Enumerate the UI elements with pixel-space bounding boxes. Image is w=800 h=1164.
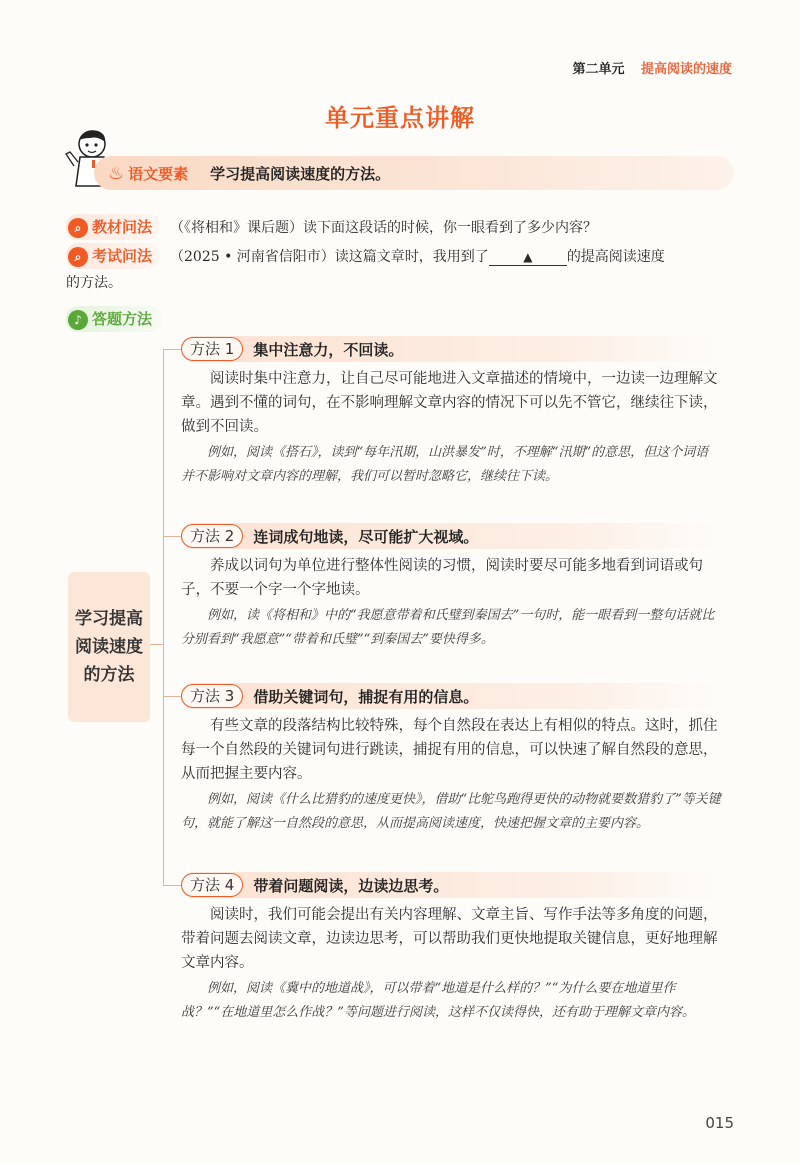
textbook-question-tag: ⌕ 教材问法 <box>66 214 160 240</box>
method-2 <box>181 523 721 652</box>
exam-question-text: （2025 • 河南省信阳市）读这篇文章时，我用到了 <box>170 249 489 265</box>
goal-text: 学习提高阅读速度的方法。 <box>210 164 391 183</box>
method-example: 例如，读《将相和》中的“我愿意带着和氏璧到秦国去”一句时，能一眼看到一整句话就比分别看到“我愿意”“带着和氏璧”“到秦国去”要快得多。 <box>181 608 715 647</box>
method-3 <box>181 683 721 836</box>
method-example: 例如，阅读《搭石》，读到“每年汛期，山洪暴发”时，不理解“汛期”的意思，但这个词语并不影响对文章内容的理解，我们可以暂时忽略它，继续往下读。 <box>181 445 709 484</box>
exam-question-text-after: 的提高阅读速度 <box>566 249 665 265</box>
method-head <box>181 872 721 898</box>
method-title: 连词成句地读，尽可能扩大视域。 <box>253 527 479 546</box>
method-example: 例如，阅读《冀中的地道战》，可以带着“地道是什么样的？”“为什么要在地道里作战？”“在地道里怎么作战？”等问题进行阅读，这样不仅读得快，还有助于理解文章内容。 <box>181 981 695 1020</box>
method-title: 集中注意力，不回读。 <box>253 340 404 359</box>
method-4 <box>181 872 721 1025</box>
unit-label: 第二单元 <box>572 62 625 77</box>
mindmap-branch <box>163 885 181 886</box>
page-header <box>572 58 732 77</box>
method-title: 借助关键词句，捕捉有用的信息。 <box>253 687 479 706</box>
method-title: 带着问题阅读，边读边思考。 <box>253 876 449 895</box>
method-tag: 方法 4 <box>181 873 243 897</box>
key-icon: ♪ <box>68 310 88 330</box>
method-head <box>181 683 721 709</box>
textbook-question-text: （《将相和》课后题）读下面这段话的时候，你一眼看到了多少内容？ <box>170 220 598 236</box>
mindmap-branch <box>163 696 181 697</box>
answer-method-tag: ♪ 答题方法 <box>66 306 162 332</box>
method-tag: 方法 3 <box>181 684 243 708</box>
textbook-question <box>66 214 746 241</box>
method-example: 例如，阅读《什么比猎豹的速度更快》，借助“比鸵鸟跑得更快的动物就要数猎豹了”等关键句，就能了解这一自然段的意思，从而提高阅读速度，快速把握文章的主要内容。 <box>181 792 721 831</box>
page-title: 单元重点讲解 <box>325 104 475 132</box>
answer-blank[interactable]: ▲ <box>489 249 567 266</box>
exam-question-tag: ⌕ 考试问法 <box>66 243 160 269</box>
method-body: 养成以词句为单位进行整体性阅读的习惯，阅读时要尽可能多地看到词语或句子，不要一个字一个字地读。 <box>181 558 703 598</box>
method-head <box>181 523 721 549</box>
goal-label: 语文要素 <box>128 164 189 183</box>
method-body: 有些文章的段落结构比较特殊，每个自然段在表达上有相似的特点。这时，抓住每一个自然段的关键词句进行跳读，捕捉有用的信息，可以快速了解自然段的意思，从而把握主要内容。 <box>181 718 718 782</box>
method-head <box>181 336 721 362</box>
method-body: 阅读时，我们可能会提出有关内容理解、文章主旨、写作手法等多角度的问题，带着问题去阅读文章，边读边思考，可以帮助我们更快地提取关键信息，更好地理解文章内容。 <box>181 907 718 971</box>
magnifier-icon: ⌕ <box>68 247 88 267</box>
mindmap-branch <box>163 536 181 537</box>
flame-icon: ♨ <box>108 162 125 184</box>
language-element-bar <box>94 156 734 190</box>
mindmap-trunk <box>163 350 164 886</box>
method-tag: 方法 2 <box>181 524 243 548</box>
method-1 <box>181 336 721 489</box>
mindmap-branch <box>163 349 181 350</box>
mindmap-root: 学习提高阅读速度的方法 <box>68 572 150 722</box>
topic-label: 提高阅读的速度 <box>640 62 732 77</box>
exam-question <box>66 243 746 296</box>
method-tag: 方法 1 <box>181 337 243 361</box>
method-body: 阅读时集中注意力，让自己尽可能地进入文章描述的情境中，一边读一边理解文章。遇到不懂的词句，在不影响理解文章内容的情况下可以先不管它，继续往下读，做到不回读。 <box>181 371 718 435</box>
exam-question-text-line2: 的方法。 <box>66 275 122 291</box>
magnifier-icon: ⌕ <box>68 218 88 238</box>
page-number: 015 <box>705 1114 734 1132</box>
